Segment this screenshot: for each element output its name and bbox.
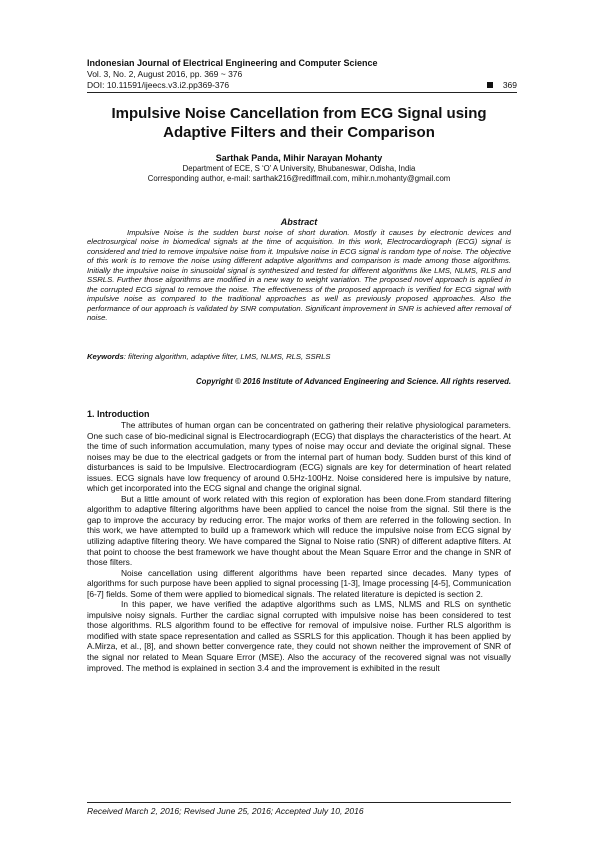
- paragraph: Noise cancellation using different algorithms have been reparted since decades. Many types of algorithms for such purpose have been applied to signal processing [1-3], Image processing [4-5], Communication [6-7] fields. Some of them were applied to biomedical signals. The related literature is depicted is section 2.: [87, 567, 511, 599]
- abstract-heading: Abstract: [280, 217, 318, 227]
- abstract-text: Impulsive Noise is the sudden burst noise of short duration. Mostly it causes by electronic devices and electrosurgical noise in biomedical signals at the time of acquisition. In this work, Electrocardiograph (ECG) signal is considered and tried to remove impulsive noise from it. Impulsive noise in ECG signal is random type of noise. The objective of this work is to remove the noise using different adaptive algorithms and comparison is made among those algorithms. Initially the impulsive noise in sinusoidal signal is synthesized and tested for different algorithms like LMS, NLMS, RLS and SSRLS. Further those algorithms are modified in a new way to weight variation. The proposed novel approach is applied in the corrupted ECG signal to remove the noise. The effectiveness of the proposed approach is verified for ECG signal with impulsive noise as compared to the traditional approaches as well as previously proposed approaches. Also the performance of our approach is validated by SNR computation. Significant improvement in SNR is achieved after removal of noise.: [87, 228, 511, 323]
- corresponding-author: Corresponding author, e-mail: sarthak216@rediffmail.com, mihir.n.mohanty@gmail.com: [147, 174, 451, 183]
- affiliation: Department of ECE, S ‘O’ A University, Bhubaneswar, Odisha, India: [182, 164, 416, 173]
- page-footer: [87, 802, 511, 817]
- abstract: [87, 228, 511, 323]
- authors: Sarthak Panda, Mihir Narayan Mohanty: [215, 153, 383, 163]
- section-heading: 1. Introduction: [87, 409, 150, 419]
- section-body: [87, 420, 511, 673]
- copyright-notice: Copyright © 2016 Institute of Advanced Engineering and Science. All rights reserved.: [196, 377, 511, 386]
- keywords-text: : filtering algorithm, adaptive filter, LMS, NLMS, RLS, SSRLS: [123, 352, 331, 361]
- paper-title: Impulsive Noise Cancellation from ECG Signal using Adaptive Filters and their Comparison: [111, 105, 487, 141]
- footer-rule: [87, 802, 511, 803]
- keywords-label: Keywords: [87, 352, 124, 361]
- affiliation-block: [87, 164, 511, 184]
- volume-line: Vol. 3, No. 2, August 2016, pp. 369 ~ 376: [87, 69, 243, 79]
- doi-row: [87, 80, 517, 91]
- journal-header: [87, 58, 517, 93]
- paragraph: But a little amount of work related with this region of exploration has been done.From standard filtering algorithm to adaptive filtering algorithms have been applied to cancel the noise from the signal. Stil there is the gap to improve the accuracy by reducing error. The major works of them are referred in the following section. In this work, we have attempted to build up a framework which will reduce the impulsive noise from ECG signal by utilizing adaptive filtering theory. We have compared the Signal to Noise ratio (SNR) of different adaptive filters. At that point to choose the best framework we have thought about the Mean Square Error and the change in SNR of those filters.: [87, 493, 511, 568]
- keywords: [87, 352, 511, 362]
- doi-line: DOI: 10.11591/ijeecs.v3.i2.pp369-376: [87, 79, 230, 90]
- paragraph: In this paper, we have verified the adaptive algorithms such as LMS, NLMS and RLS on synthetic impulsive noisy signals. Further the cardiac signal corrupted with impulsive noise has been considered to test those algorithms. RLS algorithm found to be effective for removal of impulsive noise. Further RLS algorithm is modified with state space representation and called as SSRLS for this application. Though it has been applied by A.Mirza, et al., [8], and shown better convergence rate, they could not shown neither the improvement of SNR of the signal nor related to Mean Square Error (MSE). Also the accuracy of the recovered signal was not visually improved. The method is explained in section 3.4 and the improvement is exhibited in the result: [87, 599, 511, 673]
- paragraph: The attributes of human organ can be concentrated on gathering their relative physiological parameters. One such case of bio-medicinal signal is Electrocardiograph (ECG) that displays the characteristics of the heart. At the time of such information accumulation, many types of noise may occur and deviate the original signal. These noises may be due to the electrical gadgets or from the internal part of human body. Sudden burst of this kind of disturbances is said to be Impulsive. Electrocardiogram (ECG) signals are key for determination of heart related issues. ECG signals have low frequency of around 0.5Hz-100Hz. Noise considered here is impulsive by nature, which get incorporated into the ECG signal and change the original signal.: [87, 420, 511, 494]
- page-number-group: [487, 80, 517, 91]
- page-number: 369: [502, 79, 517, 90]
- square-bullet-icon: [487, 82, 493, 88]
- journal-name: Indonesian Journal of Electrical Engineering and Computer Science: [87, 58, 378, 68]
- header-rule: [87, 92, 517, 93]
- received-dates: Received March 2, 2016; Revised June 25, 2016; Accepted July 10, 2016: [87, 806, 364, 816]
